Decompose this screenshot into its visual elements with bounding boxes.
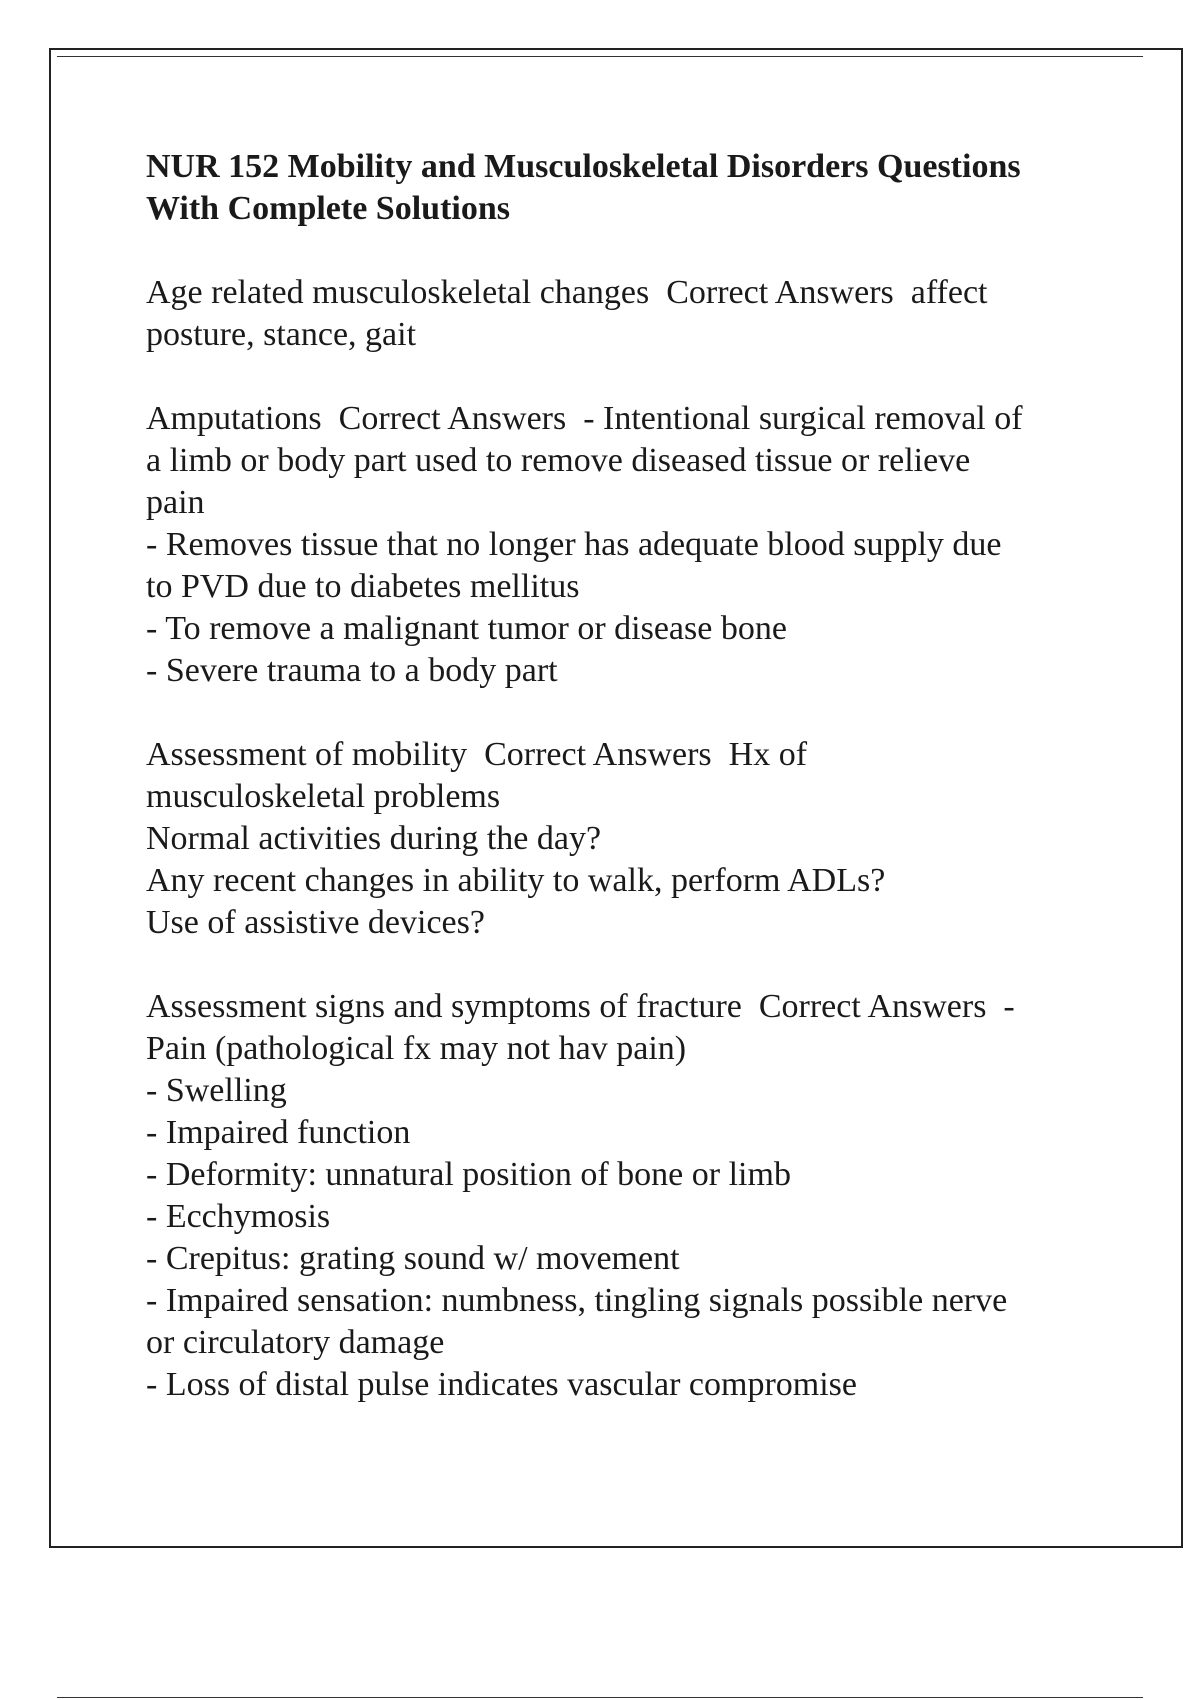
qa-line: - Swelling bbox=[146, 1072, 287, 1109]
qa-line: Any recent changes in ability to walk, perform ADLs? bbox=[146, 862, 886, 899]
qa-line: Pain (pathological fx may not hav pain) bbox=[146, 1030, 687, 1067]
qa-block-age-related-changes bbox=[146, 272, 1106, 356]
qa-line: - Loss of distal pulse indicates vascular compromise bbox=[146, 1366, 857, 1403]
document-title bbox=[146, 146, 1106, 230]
qa-line: - Crepitus: grating sound w/ movement bbox=[146, 1240, 680, 1277]
title-line: NUR 152 Mobility and Musculoskeletal Disorders Questions bbox=[146, 148, 1021, 185]
qa-line: posture, stance, gait bbox=[146, 316, 417, 353]
qa-line: musculoskeletal problems bbox=[146, 778, 501, 815]
qa-line: Amputations Correct Answers - Intentional surgical removal of bbox=[146, 400, 1023, 437]
qa-block-fracture-signs bbox=[146, 986, 1106, 1406]
qa-line: - Deformity: unnatural position of bone or limb bbox=[146, 1156, 791, 1193]
qa-line: Use of assistive devices? bbox=[146, 904, 485, 941]
qa-line: - Impaired sensation: numbness, tingling signals possible nerve bbox=[146, 1282, 1008, 1319]
qa-line: a limb or body part used to remove diseased tissue or relieve bbox=[146, 442, 971, 479]
qa-line: Normal activities during the day? bbox=[146, 820, 602, 857]
qa-line: - Ecchymosis bbox=[146, 1198, 331, 1235]
qa-line: - Removes tissue that no longer has adequate blood supply due bbox=[146, 526, 1002, 563]
qa-line: - To remove a malignant tumor or disease bone bbox=[146, 610, 787, 647]
qa-line: Assessment signs and symptoms of fracture Correct Answers - bbox=[146, 988, 1015, 1025]
qa-line: to PVD due to diabetes mellitus bbox=[146, 568, 580, 605]
qa-line: - Severe trauma to a body part bbox=[146, 652, 558, 689]
top-rule bbox=[57, 56, 1143, 57]
qa-block-assessment-of-mobility bbox=[146, 734, 1106, 944]
qa-line: Age related musculoskeletal changes Correct Answers affect bbox=[146, 274, 988, 311]
qa-line: pain bbox=[146, 484, 205, 521]
bottom-rule bbox=[57, 1697, 1143, 1698]
qa-line: - Impaired function bbox=[146, 1114, 411, 1151]
qa-block-amputations bbox=[146, 398, 1106, 692]
title-line: With Complete Solutions bbox=[146, 190, 510, 227]
document-content bbox=[146, 146, 1106, 1448]
qa-line: or circulatory damage bbox=[146, 1324, 445, 1361]
qa-line: Assessment of mobility Correct Answers Hx of bbox=[146, 736, 808, 773]
